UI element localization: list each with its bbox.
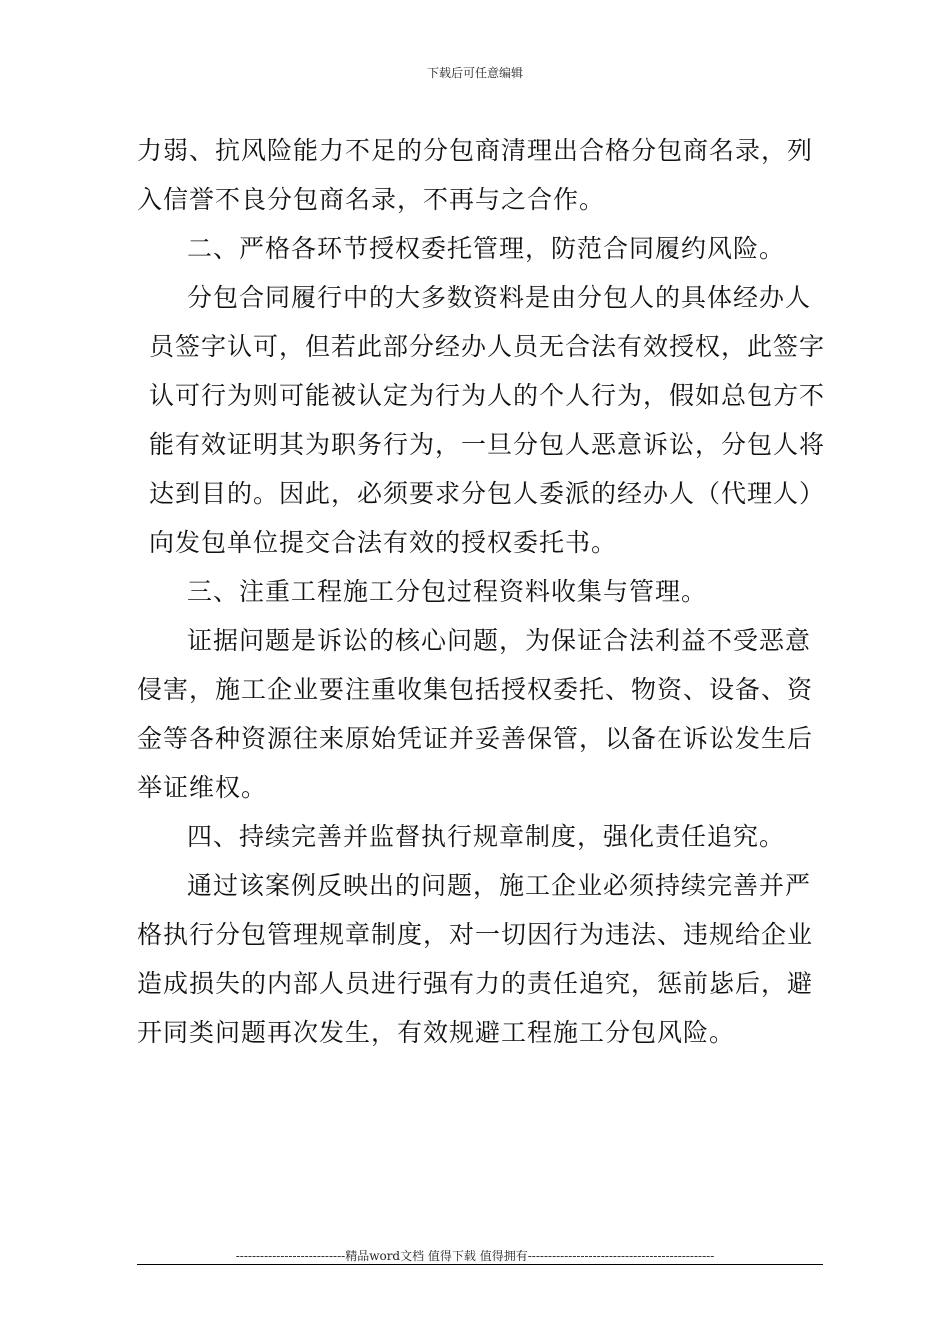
section-heading: 四、持续完善并监督执行规章制度，强化责任追究。 bbox=[187, 822, 786, 851]
body-line: 达到目的。因此，必须要求分包人委派的经办人（代理人） bbox=[149, 479, 826, 508]
page-header: 下载后可任意编辑 bbox=[426, 66, 523, 80]
body-line: 通过该案例反映出的问题，施工企业必须持续完善并严 bbox=[187, 871, 812, 900]
body-line: 向发包单位提交合法有效的授权委托书。 bbox=[149, 528, 618, 557]
page-footer: ---------------------------精品word文档 值得下载 值得拥有---------------------------------------------- bbox=[235, 1249, 715, 1263]
body-line: 入信誉不良分包商名录，不再与之合作。 bbox=[137, 185, 606, 214]
body-line: 开同类问题再次发生，有效规避工程施工分包风险。 bbox=[137, 1018, 736, 1047]
body-line: 认可行为则可能被认定为行为人的个人行为，假如总包方不 bbox=[149, 381, 826, 410]
document-body bbox=[137, 126, 826, 1057]
body-line: 力弱、抗风险能力不足的分包商清理出合格分包商名录，列 bbox=[137, 136, 814, 165]
body-line: 格执行分包管理规章制度，对一切因行为违法、违规给企业 bbox=[137, 920, 814, 949]
section-heading: 三、注重工程施工分包过程资料收集与管理。 bbox=[187, 577, 708, 606]
body-line: 侵害，施工企业要注重收集包括授权委托、物资、设备、资 bbox=[137, 675, 814, 704]
section-heading: 二、严格各环节授权委托管理，防范合同履约风险。 bbox=[187, 234, 786, 263]
body-line: 员签字认可，但若此部分经办人员无合法有效授权，此签字 bbox=[149, 332, 826, 361]
body-line: 分包合同履行中的大多数资料是由分包人的具体经办人 bbox=[187, 283, 812, 312]
footer-divider bbox=[137, 1264, 823, 1265]
body-line: 造成损失的内部人员进行强有力的责任追究，惩前毖后，避 bbox=[137, 969, 814, 998]
body-line: 金等各种资源往来原始凭证并妥善保管，以备在诉讼发生后 bbox=[137, 724, 814, 753]
body-line: 证据问题是诉讼的核心问题，为保证合法利益不受恶意 bbox=[187, 626, 812, 655]
body-line: 举证维权。 bbox=[137, 773, 268, 802]
body-line: 能有效证明其为职务行为，一旦分包人恶意诉讼，分包人将 bbox=[149, 430, 826, 459]
